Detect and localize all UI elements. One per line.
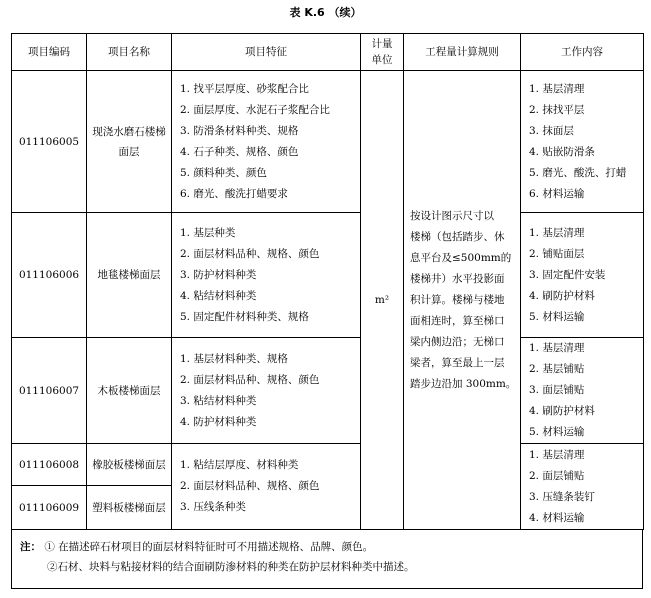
work-item: 2. 铺贴面层 — [529, 247, 585, 260]
row-code: 011106007 — [12, 338, 87, 444]
work-item: 1. 基层清理 — [529, 226, 585, 239]
rule-cell — [404, 71, 521, 530]
row-name: 地毯楼梯面层 — [87, 213, 172, 338]
header-unit-line2: 单位 — [371, 54, 393, 66]
rule-line: 楼梯井）水平投影面 — [410, 272, 505, 285]
table-row — [12, 71, 644, 213]
row-features — [172, 71, 361, 213]
work-item: 3. 压缝条装钉 — [529, 490, 595, 503]
work-item: 4. 刷防护材料 — [529, 405, 595, 417]
table-row — [12, 444, 644, 486]
work-item: 3. 抹面层 — [529, 124, 574, 137]
work-item: 1. 基层清理 — [529, 342, 585, 354]
table-row — [12, 213, 644, 338]
row-name: 木板楼梯面层 — [87, 338, 172, 444]
row-code: 011106005 — [12, 71, 87, 213]
row-name: 塑料板楼梯面层 — [87, 486, 172, 530]
work-item: 1. 基层清理 — [529, 448, 585, 461]
work-item: 2. 基层铺贴 — [529, 363, 585, 375]
shared-features — [172, 444, 361, 530]
row-work — [521, 338, 644, 444]
header-work: 工作内容 — [521, 34, 644, 71]
rule-line: 积计算。楼梯与楼地 — [410, 293, 505, 306]
feature-item: 5. 固定配件材料种类、规格 — [180, 310, 309, 323]
feature-item: 1. 基层种类 — [180, 226, 236, 239]
rule-line: 面相连时，算至梯口 — [410, 314, 505, 327]
row-name: 现浇水磨石楼梯面层 — [87, 71, 172, 213]
table-header-row — [12, 34, 644, 71]
work-item: 2. 抹找平层 — [529, 103, 585, 116]
header-unit-line1: 计量 — [371, 38, 393, 50]
feature-item: 4. 防护材料种类 — [180, 415, 257, 428]
work-item: 5. 材料运输 — [529, 426, 585, 438]
row-code: 011106008 — [12, 444, 87, 486]
header-name: 项目名称 — [87, 34, 172, 71]
feature-item: 3. 防护材料种类 — [180, 268, 257, 281]
rule-line: 按设计图示尺寸以 — [410, 209, 494, 222]
work-item: 4. 贴嵌防滑条 — [529, 145, 595, 158]
feature-item: 3. 粘结材料种类 — [180, 394, 257, 407]
header-unit — [361, 34, 404, 71]
feature-item: 3. 压线条种类 — [180, 501, 246, 513]
notes-box — [11, 529, 643, 589]
feature-item: 1. 粘结层厚度、材料种类 — [180, 459, 299, 471]
feature-item: 1. 基层材料种类、规格 — [180, 352, 288, 365]
feature-item: 2. 面层材料品种、规格、颜色 — [180, 373, 320, 386]
row-work — [521, 213, 644, 338]
row-features — [172, 338, 361, 444]
row-work — [521, 71, 644, 213]
header-code: 项目编码 — [12, 34, 87, 71]
quantity-table — [11, 33, 644, 530]
table-row — [12, 338, 644, 444]
rule-line: 踏步边沿加 300mm。 — [410, 377, 517, 390]
feature-item: 3. 防滑条材料种类、规格 — [180, 124, 299, 137]
feature-item: 6. 磨光、酸洗打蜡要求 — [180, 187, 288, 200]
work-item: 4. 刷防护材料 — [529, 289, 595, 302]
header-rule: 工程量计算规则 — [404, 34, 521, 71]
note-line-1 — [20, 537, 642, 557]
feature-item: 2. 面层材料品种、规格、颜色 — [180, 480, 320, 492]
row-code: 011106009 — [12, 486, 87, 530]
note-1-text: ① 在描述碎石材项目的面层材料特征时可不用描述规格、品牌、颜色。 — [44, 541, 374, 553]
feature-item: 1. 找平层厚度、砂浆配合比 — [180, 82, 309, 95]
row-name: 橡胶板楼梯面层 — [87, 444, 172, 486]
header-features: 项目特征 — [172, 34, 361, 71]
rule-line: 楼梯（包括踏步、休 — [410, 230, 505, 243]
feature-item: 2. 面层厚度、水泥石子浆配合比 — [180, 103, 330, 116]
rule-line: 梁者，算至最上一层 — [410, 356, 505, 369]
row-features — [172, 213, 361, 338]
work-item: 4. 材料运输 — [529, 511, 585, 524]
note-2-text: ②石材、块料与粘接材料的结合面刷防渗材料的种类在防护层材料种类中描述。 — [47, 561, 415, 573]
work-item: 6. 材料运输 — [529, 187, 585, 200]
work-item: 5. 磨光、酸洗、打蜡 — [529, 166, 627, 179]
work-item: 3. 固定配件安装 — [529, 268, 606, 281]
rule-line: 息平台及≤500mm的 — [410, 251, 512, 264]
note-label: 注： — [20, 541, 41, 553]
row-code: 011106006 — [12, 213, 87, 338]
feature-item: 4. 石子种类、规格、颜色 — [180, 145, 299, 158]
unit-cell: m² — [361, 71, 404, 530]
work-item: 3. 面层铺贴 — [529, 384, 585, 396]
work-item: 2. 面层铺贴 — [529, 469, 585, 482]
feature-item: 5. 颜料种类、颜色 — [180, 166, 267, 179]
work-item: 1. 基层清理 — [529, 82, 585, 95]
rule-line: 梁内侧边沿；无梯口 — [410, 335, 505, 348]
feature-item: 2. 面层材料品种、规格、颜色 — [180, 247, 320, 260]
table-title: 表 K.6 （续） — [289, 6, 362, 19]
feature-item: 4. 粘结材料种类 — [180, 289, 257, 302]
work-item: 5. 材料运输 — [529, 310, 585, 323]
shared-work — [521, 444, 644, 530]
